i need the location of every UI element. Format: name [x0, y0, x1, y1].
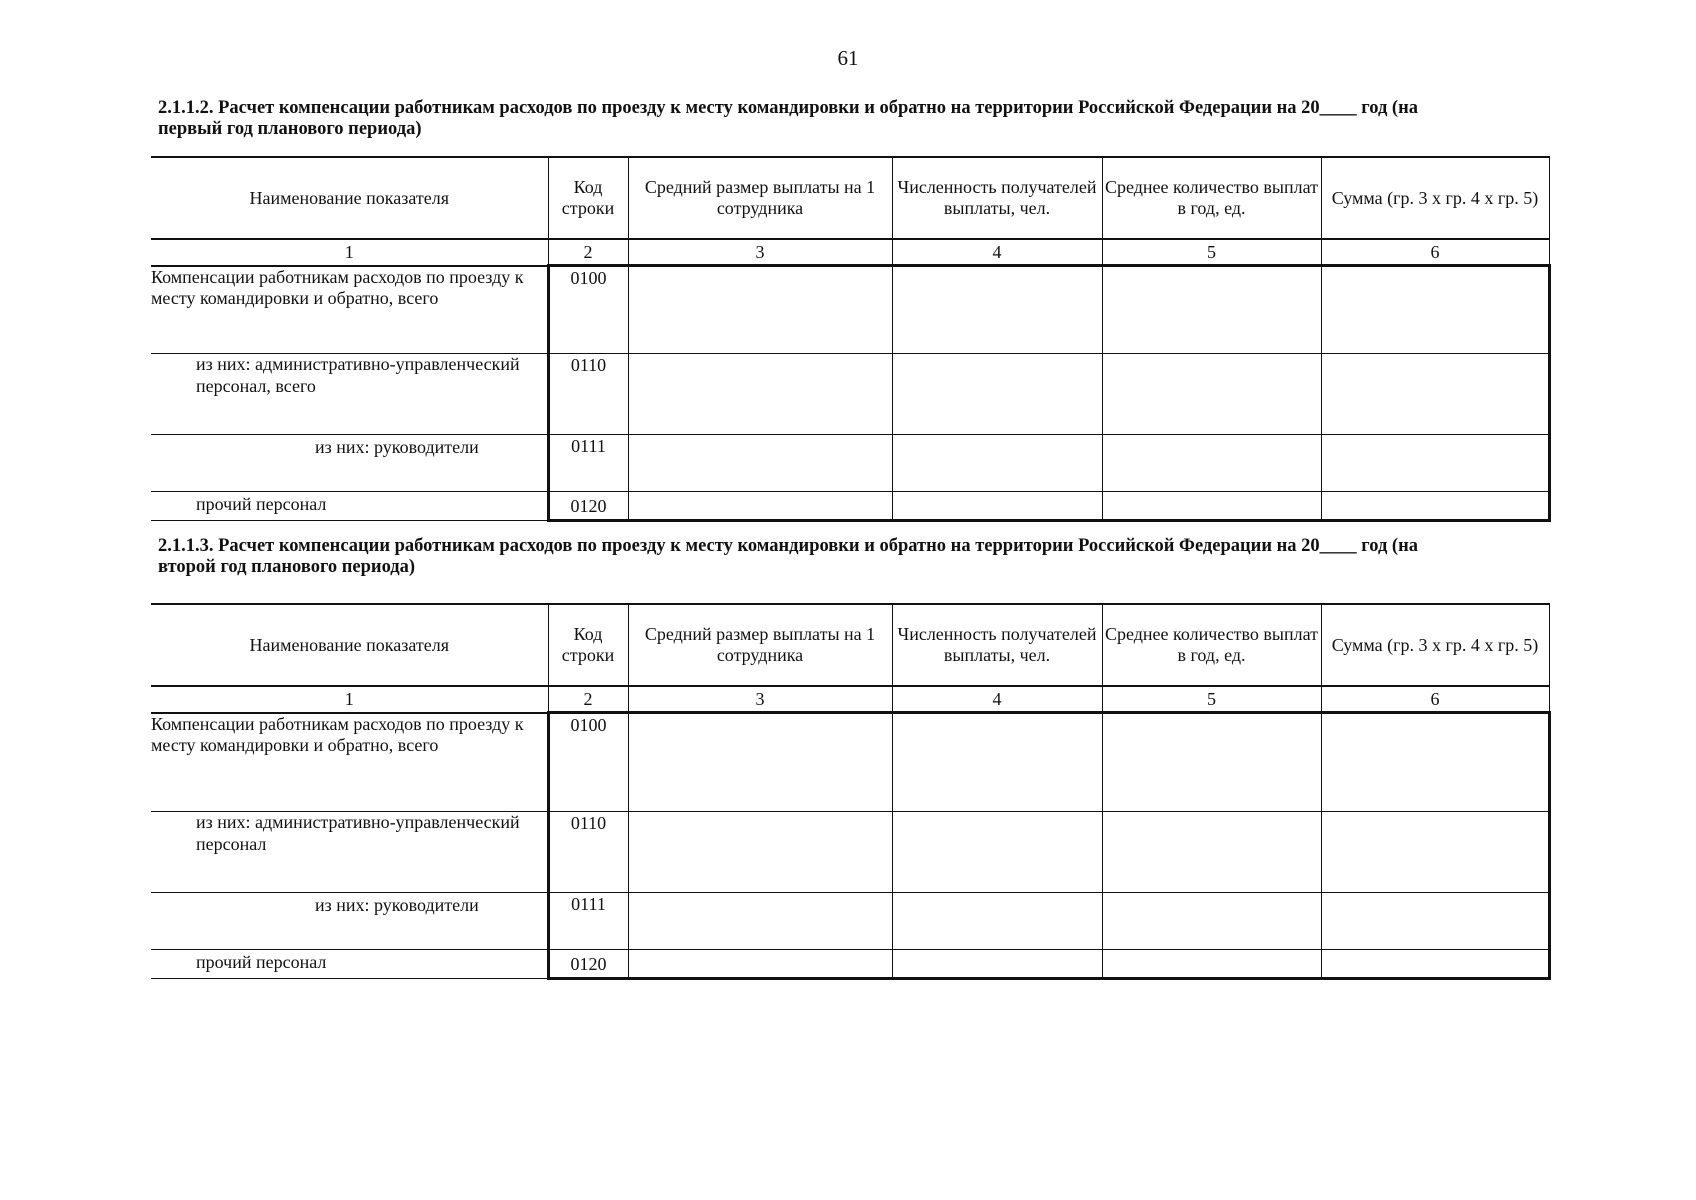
input-payments-per-year[interactable] — [1102, 266, 1321, 354]
header-payments-per-year: Среднее количество выплат в год, ед. — [1102, 157, 1321, 239]
input-recipients-count[interactable] — [892, 893, 1102, 950]
input-recipients-count[interactable] — [892, 354, 1102, 435]
input-recipients-count[interactable] — [892, 435, 1102, 492]
table-row — [151, 354, 1549, 435]
table-row — [151, 435, 1549, 492]
row-code: 0111 — [548, 893, 628, 950]
input-sum[interactable] — [1321, 354, 1549, 435]
header-sum: Сумма (гр. 3 х гр. 4 х гр. 5) — [1321, 157, 1549, 239]
input-average-payment[interactable] — [628, 713, 892, 812]
input-sum[interactable] — [1321, 435, 1549, 492]
table-row — [151, 492, 1549, 521]
row-code: 0100 — [548, 713, 628, 812]
input-average-payment[interactable] — [628, 812, 892, 893]
column-number: 3 — [628, 686, 892, 713]
header-indicator-name: Наименование показателя — [151, 157, 548, 239]
input-average-payment[interactable] — [628, 266, 892, 354]
section-title-line: второй год планового периода) — [158, 557, 416, 577]
table-row — [151, 713, 1549, 812]
input-payments-per-year[interactable] — [1102, 812, 1321, 893]
compensation-table-first-plan-year — [151, 156, 1551, 522]
row-code: 0100 — [548, 266, 628, 354]
header-recipients-count: Численность получателей выплаты, чел. — [892, 157, 1102, 239]
input-average-payment[interactable] — [628, 893, 892, 950]
page-number: 61 — [837, 46, 859, 70]
input-sum[interactable] — [1321, 812, 1549, 893]
table-row — [151, 950, 1549, 979]
row-label: из них: руководители — [151, 435, 548, 492]
column-number: 6 — [1321, 686, 1549, 713]
header-recipients-count: Численность получателей выплаты, чел. — [892, 604, 1102, 686]
section-title-line: 2.1.1.3. Расчет компенсации работникам расходов по проезду к месту командировки и обратно на территории Российской Федерации на 20____ год (на — [158, 536, 1418, 556]
input-sum[interactable] — [1321, 893, 1549, 950]
column-number: 4 — [892, 239, 1102, 266]
column-number: 4 — [892, 686, 1102, 713]
row-label: прочий персонал — [151, 492, 548, 521]
input-payments-per-year[interactable] — [1102, 713, 1321, 812]
header-average-payment: Средний размер выплаты на 1 сотрудника — [628, 157, 892, 239]
input-average-payment[interactable] — [628, 950, 892, 979]
table-row — [151, 893, 1549, 950]
row-label: из них: административно-управленческий персонал, всего — [151, 354, 548, 435]
header-line-code: Код строки — [548, 604, 628, 686]
table-header-row — [151, 157, 1549, 239]
input-sum[interactable] — [1321, 492, 1549, 521]
column-number: 5 — [1102, 686, 1321, 713]
header-average-payment: Средний размер выплаты на 1 сотрудника — [628, 604, 892, 686]
input-payments-per-year[interactable] — [1102, 354, 1321, 435]
input-payments-per-year[interactable] — [1102, 950, 1321, 979]
row-code: 0110 — [548, 812, 628, 893]
row-label: Компенсации работникам расходов по проезду к месту командировки и обратно, всего — [151, 266, 548, 354]
header-line-code: Код строки — [548, 157, 628, 239]
header-indicator-name: Наименование показателя — [151, 604, 548, 686]
input-average-payment[interactable] — [628, 435, 892, 492]
column-number: 1 — [151, 239, 548, 266]
input-recipients-count[interactable] — [892, 812, 1102, 893]
input-average-payment[interactable] — [628, 354, 892, 435]
input-payments-per-year[interactable] — [1102, 492, 1321, 521]
input-sum[interactable] — [1321, 950, 1549, 979]
header-sum: Сумма (гр. 3 х гр. 4 х гр. 5) — [1321, 604, 1549, 686]
table-row — [151, 812, 1549, 893]
input-recipients-count[interactable] — [892, 492, 1102, 521]
input-recipients-count[interactable] — [892, 713, 1102, 812]
section-title-line: 2.1.1.2. Расчет компенсации работникам расходов по проезду к месту командировки и обратно на территории Российской Федерации на 20____ год (на — [158, 98, 1418, 118]
input-sum[interactable] — [1321, 713, 1549, 812]
column-number: 2 — [548, 686, 628, 713]
header-payments-per-year: Среднее количество выплат в год, ед. — [1102, 604, 1321, 686]
section-title-2-1-1-2 — [158, 98, 1548, 140]
table-row — [151, 266, 1549, 354]
input-sum[interactable] — [1321, 266, 1549, 354]
compensation-table-second-plan-year — [151, 603, 1551, 980]
row-code: 0120 — [548, 492, 628, 521]
row-code: 0120 — [548, 950, 628, 979]
column-number: 2 — [548, 239, 628, 266]
row-code: 0111 — [548, 435, 628, 492]
column-numbers-row — [151, 239, 1549, 266]
section-title-2-1-1-3 — [158, 536, 1548, 578]
column-numbers-row — [151, 686, 1549, 713]
row-label: из них: руководители — [151, 893, 548, 950]
column-number: 3 — [628, 239, 892, 266]
input-recipients-count[interactable] — [892, 266, 1102, 354]
section-title-line: первый год планового периода) — [158, 119, 422, 139]
input-average-payment[interactable] — [628, 492, 892, 521]
column-number: 5 — [1102, 239, 1321, 266]
column-number: 6 — [1321, 239, 1549, 266]
input-payments-per-year[interactable] — [1102, 435, 1321, 492]
row-code: 0110 — [548, 354, 628, 435]
column-number: 1 — [151, 686, 548, 713]
input-payments-per-year[interactable] — [1102, 893, 1321, 950]
table-header-row — [151, 604, 1549, 686]
row-label: из них: административно-управленческий персонал — [151, 812, 548, 893]
row-label: Компенсации работникам расходов по проезду к месту командировки и обратно, всего — [151, 713, 548, 812]
input-recipients-count[interactable] — [892, 950, 1102, 979]
row-label: прочий персонал — [151, 950, 548, 979]
